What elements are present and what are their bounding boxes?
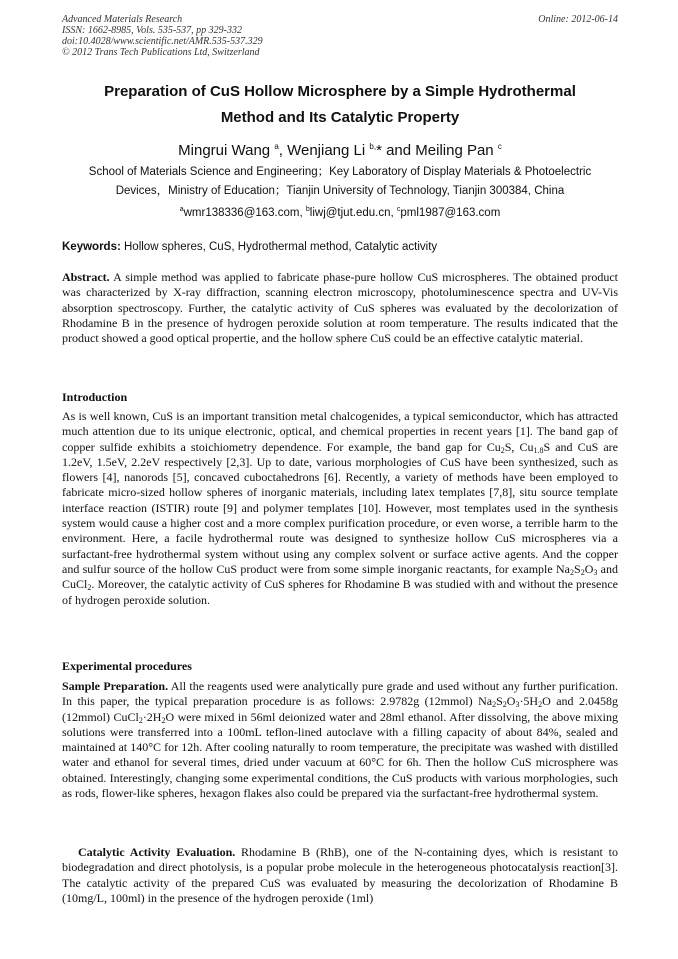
sample-text-6: ·2H [142, 709, 162, 724]
author-1-affil: a [274, 142, 279, 151]
doi-line: doi:10.4028/www.scientific.net/AMR.535-537.329 [62, 36, 263, 47]
sample-sub-2: 2 [502, 700, 507, 710]
author-2: , Wenjiang Li [278, 142, 366, 159]
sample-sub-4: 2 [538, 700, 543, 710]
catalytic-evaluation-text: Rhodamine B (RhB), one of the N-containing dyes, which is resistant to biodegradation and direct photolysis, is a popular probe molecule in the heterogeneous photocatalysis reaction[3]. The catalytic activity of the prepared CuS was evaluated by measuring the decolorization of Rhodamine B (10mg/L, 100ml) in the presence of the hydrogen peroxide (1ml) [62, 845, 618, 905]
affiliation [62, 163, 618, 201]
intro-sub-2: 1.8 [533, 445, 544, 455]
sample-preparation-label: Sample Preparation. [62, 679, 169, 693]
abstract-text: A simple method was applied to fabricate phase-pure hollow CuS microspheres. The obtained product was characterized by X-ray diffraction, scanning electron microscopy, photoluminescence spectra and UV-Vis absorption spectroscopy. Further, the catalytic activity of CuS spheres was evaluated by the decolorization of Rhodamine B in the presence of hydrogen peroxide solution at room temperature. The results indicated that the product showed a good optical propertie, and the hollow sphere CuS could be an effective catalytic material. [62, 270, 618, 346]
keywords-label: Keywords: [62, 241, 121, 253]
intro-text-1: As is well known, CuS is an important transition metal chalcogenides, a typical semiconductor, which has attracted much attention due to its unique electronic, optical, and chemical properties in recent years [1]. The band gap of copper sulfide exhibits a stoichiometry dependence. For example, the band gap for Cu [62, 409, 618, 454]
intro-text-3: S and CuS are 1.2eV, 1.5eV, 2.2eV respectively [2,3]. Up to date, various morphologies of CuS have been synthesized, such as flowers [4], nanorods [5], concaved cuboctahedrons [6]. Recently, a variety of methods have been employed to fabricate micro-sized hollow spheres of inorganic materials, including latex templates [7,8], situ source template interface reaction (ISTIR) route [9] and polymer templates [10]. However, most templates used in the synthesis system would cause a higher cost and a more complex purification procedure, or even worse, a terrible harm to the environment. Here, a facile hydrothermal route was designed to synthesize hollow CuS microspheres via a surfactant-free hydrothermal system without using any complex solvent or surface active agents. And the copper and sulfur source of the hollow CuS product were from some simple inorganic reactants, for example Na [62, 439, 618, 576]
journal-name: Advanced Materials Research [62, 14, 183, 25]
sample-text-2: S [496, 694, 503, 709]
title-line-1: Preparation of CuS Hollow Microsphere by a Simple Hydrothermal [104, 83, 576, 100]
intro-text-5: O [584, 561, 594, 576]
introduction-paragraph [62, 409, 618, 608]
intro-text-6: and CuCl [62, 561, 618, 592]
intro-text-7: . Moreover, the catalytic activity of CuS spheres for Rhodamine B was studied with and without the presence of hydrogen peroxide solution. [62, 577, 618, 607]
issn-line: ISSN: 1662-8985, Vols. 535-537, pp 329-332 [62, 25, 242, 36]
affiliation-line-2: Devices，Ministry of Education；Tianjin University of Technology, Tianjin 300384, China [115, 185, 565, 197]
online-date: Online: 2012-06-14 [538, 14, 618, 25]
introduction-heading: Introduction [62, 390, 128, 404]
email-b-sup: b [305, 206, 310, 213]
sample-sub-1: 2 [492, 700, 497, 710]
author-1: Mingrui Wang [178, 142, 271, 159]
copyright-line: © 2012 Trans Tech Publications Ltd, Switzerland [62, 47, 260, 58]
email-b[interactable]: liwj@tjut.edu.cn, [309, 207, 397, 219]
sample-text-4: ·5H [519, 694, 539, 709]
author-list [62, 137, 618, 161]
email-c[interactable]: pml1987@163.com [400, 207, 501, 219]
keywords [62, 238, 618, 256]
author-3-affil: c [497, 142, 502, 151]
sample-text-1: All the reagents used were analytically pure grade and used without any further purification. In this paper, the typical preparation procedure is as follows: 2.9782g (12mmol) Na [62, 679, 618, 709]
journal-header [62, 14, 618, 58]
email-a-sup: a [179, 206, 184, 213]
keywords-text: Hollow spheres, CuS, Hydrothermal method, Catalytic activity [120, 241, 438, 253]
title-line-2: Method and Its Catalytic Property [220, 109, 460, 126]
email-c-sup: c [396, 206, 401, 213]
experimental-heading: Experimental procedures [62, 659, 192, 673]
abstract [62, 270, 618, 346]
sample-sub-3: 3 [515, 700, 520, 710]
abstract-label: Abstract. [62, 270, 110, 284]
sample-sub-5: 2 [138, 715, 143, 725]
catalytic-evaluation-paragraph [62, 845, 618, 906]
intro-text-2: S, Cu [504, 439, 534, 454]
intro-text-4: S [574, 561, 581, 576]
sample-text-7: O were mixed in 56ml deionized water and 28ml ethanol. After dissolving, the above mixing solutions were transferred into a 100mL teflon-lined autoclave with a filling capacity of about 84%, sealed and maintained at 140°C for 12h. After cooling naturally to room temperature, the precipitate was washed with distilled water and ethanol for several times, dried under vacuum at 60°C for 6h. Then the hollow CuS microsphere was obtained. Interestingly, changing some experimental conditions, the CuS products with various morphologies, such as rods, flower-like spheres, hexagon flakes also could be prepared via the surfactant-free hydrothermal system. [62, 709, 618, 801]
paper-title [62, 79, 618, 131]
affiliation-line-1: School of Materials Science and Engineering；Key Laboratory of Display Materials & Photoelectric [88, 166, 592, 178]
intro-sub-3: 2 [570, 567, 575, 577]
author-emails [62, 200, 618, 223]
corresponding-mark: * [376, 142, 382, 159]
author-3: and Meiling Pan [381, 142, 494, 159]
sample-preparation-paragraph [62, 679, 618, 801]
intro-sub-1: 2 [500, 445, 505, 455]
intro-sub-6: 2 [87, 583, 92, 593]
sample-sub-6: 2 [161, 715, 166, 725]
email-a[interactable]: wmr138336@163.com, [183, 207, 306, 219]
sample-text-3: O [506, 694, 516, 709]
sample-text-5: O and 2.0458g (12mmol) CuCl [62, 694, 618, 724]
intro-sub-4: 2 [580, 567, 585, 577]
intro-sub-5: 3 [593, 567, 598, 577]
catalytic-evaluation-label: Catalytic Activity Evaluation. [78, 845, 236, 859]
author-2-affil: b, [369, 142, 377, 151]
